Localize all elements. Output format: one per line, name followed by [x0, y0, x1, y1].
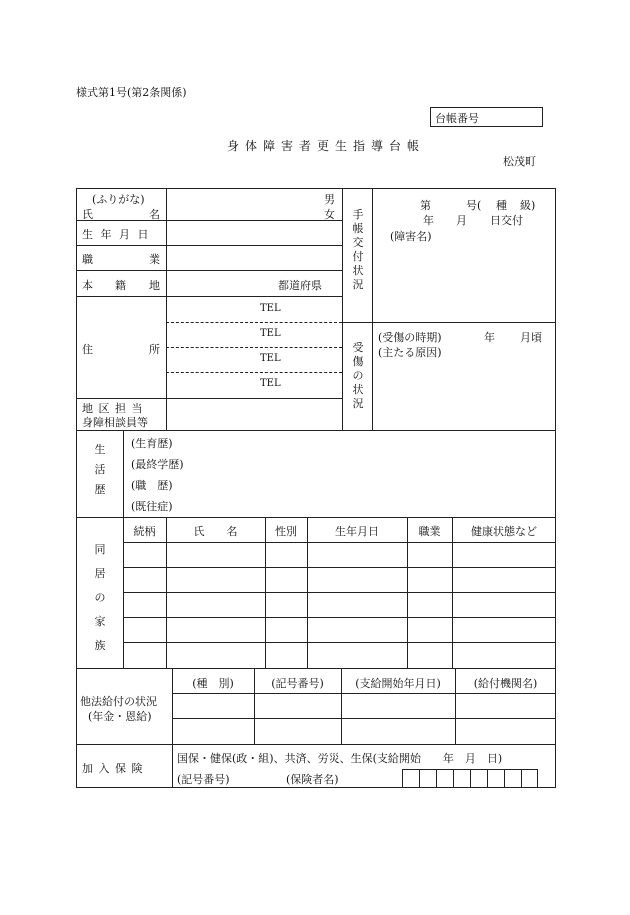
- life-item-medical-history: (既往症): [131, 500, 173, 513]
- name-label: 氏: [82, 208, 93, 221]
- injury-time-label: (受傷の時期): [378, 331, 442, 344]
- prefecture-label: 都道府県: [278, 279, 322, 292]
- tel-label-2: TEL: [260, 328, 281, 339]
- injury-month-label: 月頃: [520, 331, 542, 344]
- family-col-name: 氏 名: [193, 525, 238, 538]
- family-table-body[interactable]: [124, 543, 555, 667]
- town-name: 松茂町: [503, 155, 536, 168]
- occupation-label: 職: [82, 253, 93, 266]
- benefits-col-type: (種 別): [192, 677, 234, 690]
- ledger-number-box[interactable]: [430, 107, 543, 127]
- benefits-col-code: (記号番号): [271, 677, 324, 690]
- life-item-career: (職 歴): [131, 479, 173, 492]
- handbook-field[interactable]: [373, 243, 555, 321]
- handbook-month-label: 月: [456, 214, 467, 227]
- benefits-col-start-date: (支給開始年月日): [355, 677, 441, 690]
- page-title: 身体障害者更生指導台帳: [227, 139, 426, 153]
- family-col-health: 健康状態など: [471, 525, 537, 538]
- handbook-year-label: 年: [423, 214, 434, 227]
- family-col-relationship: 続柄: [133, 525, 156, 538]
- ledger-number-label: 台帳番号: [435, 112, 479, 125]
- male-option[interactable]: 男: [324, 193, 335, 206]
- area-officer-label: 地 区 担 当: [82, 402, 144, 415]
- counselor-label: 身障相談員等: [82, 416, 148, 429]
- injury-field[interactable]: [373, 360, 555, 429]
- domicile-label: 本: [82, 279, 93, 292]
- area-officer-field[interactable]: [167, 399, 341, 429]
- tel-label-4: TEL: [260, 378, 281, 389]
- injury-cause-label: (主たる原因): [378, 346, 442, 359]
- name-label-2: 名: [149, 208, 160, 221]
- address-label-2: 所: [149, 343, 160, 356]
- insurance-label: 加 入 保 険: [82, 762, 144, 775]
- domicile-label-2: 籍: [115, 279, 126, 292]
- name-field[interactable]: [167, 189, 317, 219]
- form-number: 様式第1号(第2条関係): [76, 86, 187, 99]
- benefits-table-body[interactable]: [173, 694, 555, 743]
- life-item-upbringing: (生育歴): [131, 437, 173, 450]
- insurance-symbol-label: (記号番号): [177, 773, 230, 786]
- family-col-birth: 生年月日: [335, 525, 379, 538]
- handbook-issued-label: 日交付: [490, 214, 523, 227]
- injury-year-label: 年: [484, 331, 495, 344]
- disability-name-label: (障害名): [390, 230, 432, 243]
- birth-date-label: 生 年 月 日: [82, 228, 151, 241]
- insurance-types[interactable]: 国保・健保(政・組)、共済、労災、生保(支給開始 年 月 日): [177, 752, 503, 765]
- injury-label: 受傷の状況: [352, 341, 364, 410]
- benefits-label: 他法給付の状況: [80, 695, 157, 708]
- tel-label-3: TEL: [260, 353, 281, 364]
- handbook-label: 手帳交付状況: [352, 208, 364, 291]
- family-col-sex: 性別: [275, 525, 297, 538]
- domicile-label-3: 地: [149, 279, 160, 292]
- address-field[interactable]: [167, 297, 341, 397]
- benefits-col-agency: (給付機関名): [473, 677, 538, 690]
- female-option[interactable]: 女: [324, 208, 335, 221]
- insurer-name-label: (保険者名): [286, 773, 339, 786]
- tel-label-1: TEL: [260, 303, 281, 314]
- life-history-label: 生活歴: [94, 443, 106, 496]
- occupation-field[interactable]: [167, 246, 341, 269]
- occupation-label-2: 業: [149, 253, 160, 266]
- life-item-education: (最終学歴): [131, 458, 184, 471]
- birth-date-field[interactable]: [167, 221, 341, 244]
- domicile-field[interactable]: [167, 271, 277, 295]
- handbook-number-label: 第: [420, 199, 431, 212]
- address-label: 住: [82, 343, 93, 356]
- benefits-label-2: (年金・恩給): [88, 710, 152, 723]
- family-label: 同居の家族: [94, 543, 106, 652]
- life-history-field[interactable]: [124, 431, 555, 516]
- handbook-number-label-2: 号(: [466, 199, 482, 212]
- handbook-grade-label-2: 級): [520, 199, 536, 212]
- family-col-occupation: 職業: [418, 525, 441, 538]
- handbook-grade-label: 種: [496, 199, 507, 212]
- furigana-label: (ふりがな): [92, 193, 145, 206]
